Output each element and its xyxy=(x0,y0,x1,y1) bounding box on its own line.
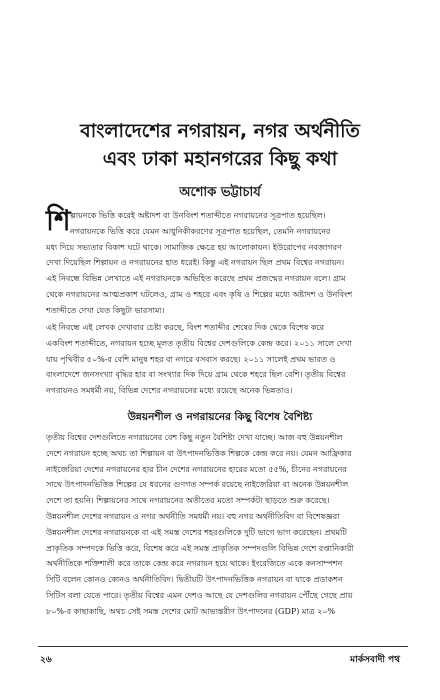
article-title xyxy=(60,117,380,173)
text-line: থেকে নগরায়নের আত্মপ্রকাশ ঘটলেও, গ্রাম ও শহরে এবং কৃষি ও শিল্পের মধ্যে অষ্টাদশ ও উনবিংশ xyxy=(46,289,353,299)
text-line: অর্থনীতিকে শক্তিশালী করে তাকে কেন্দ্র করে নগরায়ন হয়ে থাকে। ইংরেজিতে একে কনসাম্পশন xyxy=(46,559,343,569)
article-title-line-1: বাংলাদেশের নগরায়ন, নগর অর্থনীতি xyxy=(80,120,360,142)
text-line: দেশে নগরায়ন হচ্ছে অথচ তা শিল্পায়ন বা উৎপাদনভিত্তিক শিল্পকে কেন্দ্র করে নয়। যেমন আফ্রিকার xyxy=(46,448,352,458)
text-line: নগরায়নকে ভিত্তি করে যেমন আধুনিকীকরণের সূত্রপাত হয়েছিল, তেমনি নগরায়নের xyxy=(70,226,331,236)
text-line: সিটিস বলা যেতে পারে। তৃতীয় বিশ্বের এমন দেশও আছে যে দেশগুলির নগরায়ন পৌঁছে গেছে প্রায় xyxy=(46,590,353,600)
drop-cap: শি xyxy=(46,204,71,237)
text-line: যায় পৃথিবীর ৫০%-র বেশি মানুষ শহর বা নগরে বসবাস করছে। ২০১১ সালেই প্রথম ভারত ও xyxy=(46,354,336,364)
page-number: ২৬ xyxy=(40,655,52,665)
text-line: সাথে উৎপাদনভিত্তিক শিল্পের যে ধরনের গুণগত সম্পর্ক রয়েছে নাইজেরিয়া বা অনেক উন্নয়নশীল xyxy=(46,480,349,490)
text-line: এই নিবন্ধে বিভিন্ন লেখাতে এই নগরায়নকে অভিহিত করেছে প্রথম প্রজন্মের নগরায়ন বলে। গ্রাম xyxy=(46,274,346,284)
text-line: ল্পায়নকে ভিত্তি করেই অষ্টাদশ বা উনবিংশ শতাব্দীতে নগরায়নের সূত্রপাত হয়েছিল। xyxy=(70,211,326,220)
article-title-line-2: এবং ঢাকা মহানগরের কিছু কথা xyxy=(102,148,338,170)
text-line: সিটি বলেন কোনও কোনও অর্থনীতিবিদ। দ্বিতীয়টি উৎপাদনভিত্তিক নগরায়ন বা যাকে প্রডাকশন xyxy=(46,575,343,585)
text-line: মধ্য দিয়ে সভ্যতার বিকাশ ঘটে থাকে। সামাজিক ক্ষেত্রে হয় আলোকায়ন। ইউরোপের নবজাগরণ xyxy=(46,242,342,252)
text-line: উন্নয়নশীল দেশের নগরায়ন ও নগর অর্থনীতি সমধর্মী নয়। বহু নগর অর্থনীতিবিদ বা বিশেষজ্ঞরা xyxy=(46,511,340,521)
author-name: অশোক ভট্টাচার্য xyxy=(179,185,261,200)
footer-rule xyxy=(38,646,408,647)
text-line: বাংলাদেশে জনসংখ্যা বৃদ্ধির হার বা সংখ্যার দিক দিয়ে গ্রাম থেকে শহরে ছিল বেশি। তৃতীয় বিশ্বের xyxy=(46,370,346,380)
text-line: দেখা দিয়েছিল শিল্পায়ন ও নগরায়নের হাত ধরেই। কিন্তু এই নগরায়ন ছিল প্রথম বিশ্বের নগরায়ন। xyxy=(46,258,345,268)
text-line: এই নিবন্ধে এই লেখক দেখাবার চেষ্টা করছে, বিংশ শতাব্দীর শেষের দিক থেকে বিশেষ করে xyxy=(46,323,325,332)
text-line: তৃতীয় বিশ্বের দেশগুলিতে নগরায়নের বেশ কিছু নতুন বৈশিষ্ট্য দেখা যাচ্ছে। আজ বহু উন্নয়নশীল xyxy=(46,433,343,442)
text-line: নাইজেরিয়া দেশের নগরায়নের হার চীন দেশের নগরায়নের হারের মতো ৫৫%, চীনের নগরায়নের xyxy=(46,464,347,474)
text-line: প্রাকৃতিক সম্পদকে ভিত্তি করে, বিশেষ করে এই সমস্ত প্রাকৃতিক সম্পদগুলি বিভিন্ন দেশে রপ্তানিকারী xyxy=(46,543,354,553)
text-line: নগরায়নও সমধর্মী নয়, বিভিন্ন দেশের নগরায়নের মধ্যে রয়েছে অনেক ভিন্নতাও। xyxy=(46,386,293,396)
text-line: দেশে তা হয়নি। শিল্পায়নের সাথে নগরায়নের অতীতের মতো সম্পর্কটা ছাড়তে শুরু করেছে। xyxy=(46,496,330,506)
running-title: মার্কসবাদী পথ xyxy=(350,655,400,665)
third-paragraph xyxy=(46,430,400,620)
text-line: একবিংশ শতাব্দীতে, নগরায়ন হচ্ছে মূলত তৃতীয় বিশ্বের দেশগুলিকে কেন্দ্র করে। ২০১১ সালে দেখা xyxy=(46,338,352,348)
intro-paragraph xyxy=(46,208,400,319)
text-line: উন্নয়নশীল দেশের নগরায়নকে বা এই সমস্ত দেশের শহরগুলিকে দুটি ভাগে ভাগ করেছেন। প্রথমটি xyxy=(46,527,347,537)
text-line: ৮০%-র কাছাকাছি, অথচ সেই সমস্ত দেশের মোট আভ্যন্তরীণ উৎপাদনের (GDP) মাত্র ২০% xyxy=(46,606,336,616)
second-paragraph xyxy=(46,320,400,399)
text-line: শতাব্দীতে দেখা যেত কিছুটা ভারসাম্য। xyxy=(46,305,165,315)
section-heading: উন্নয়নশীল ও নগরায়নের কিছু বিশেষ বৈশিষ্ট্য xyxy=(127,411,313,423)
